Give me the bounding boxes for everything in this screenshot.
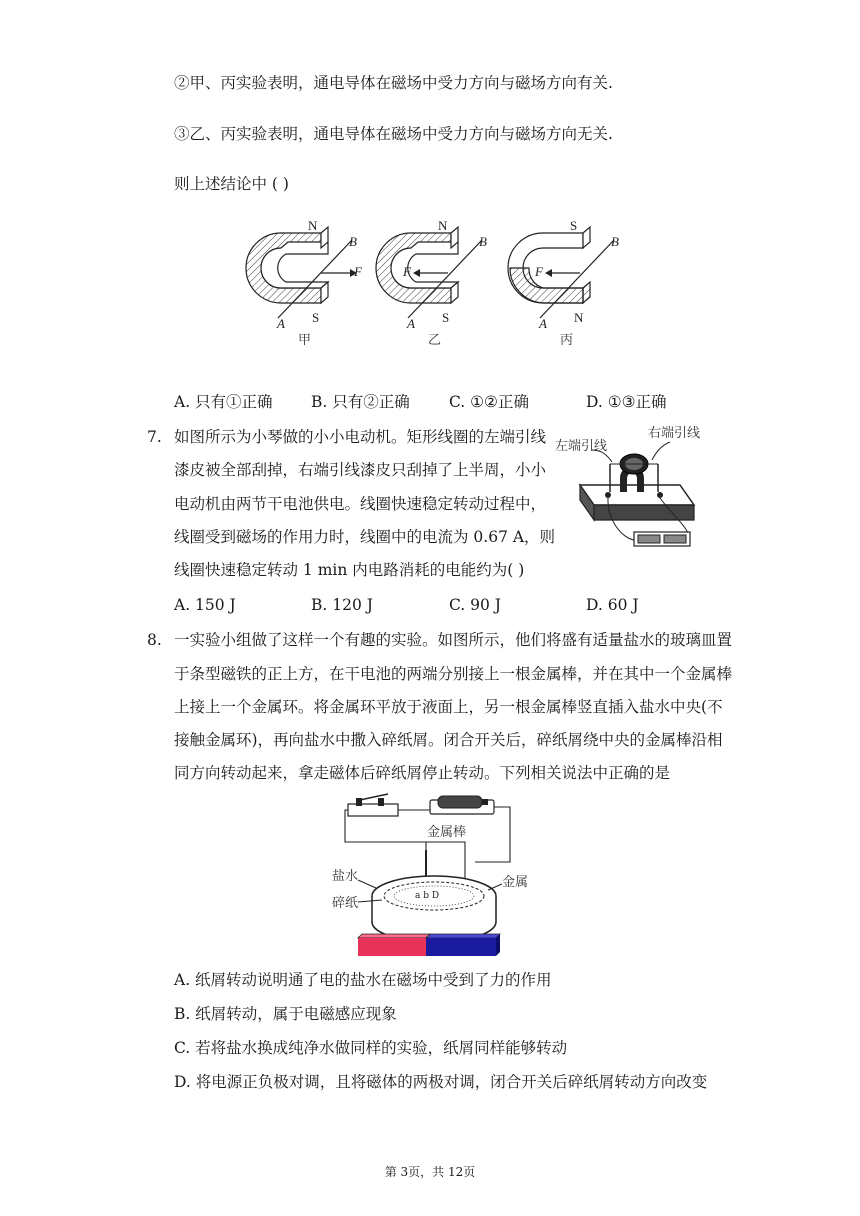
q7-right-lead-label: 右端引线 bbox=[648, 426, 701, 441]
magnet-panel-bing bbox=[508, 218, 619, 348]
q8-option-d[interactable]: D. 将电源正负极对调，且将磁体的两极对调，闭合开关后碎纸屑转动方向改变 bbox=[174, 1073, 708, 1091]
jia-bottom-pole: S bbox=[312, 310, 320, 325]
q7-line-5: 线圈快速稳定转动 1 min 内电路消耗的电能约为( ) bbox=[174, 561, 525, 579]
q8-rod-label: 金属棒 bbox=[427, 825, 467, 840]
q7-option-a[interactable]: A. 150 J bbox=[174, 596, 236, 614]
jia-top-pole: N bbox=[308, 218, 318, 233]
magnet-blue-half bbox=[426, 938, 496, 956]
yi-caption: 乙 bbox=[428, 333, 442, 348]
q7-line-2: 漆皮被全部刮掉，右端引线漆皮只刮掉了上半周，小小 bbox=[174, 461, 547, 479]
q8-line-3: 上接上一个金属环。将金属环平放于液面上，另一根金属棒竖直插入盐水中央(不 bbox=[174, 698, 723, 716]
yi-force: F bbox=[403, 264, 411, 279]
q8-option-c[interactable]: C. 若将盐水换成纯净水做同样的实验，纸屑同样能够转动 bbox=[174, 1039, 568, 1057]
q8-option-b[interactable]: B. 纸屑转动，属于电磁感应现象 bbox=[174, 1005, 397, 1023]
bing-top-pole: S bbox=[570, 218, 578, 233]
q6-statement-2: ②甲、丙实验表明，通电导体在磁场中受力方向与磁场方向有关. bbox=[174, 74, 613, 92]
q8-number: 8. bbox=[147, 631, 162, 649]
q7-option-d[interactable]: D. 60 J bbox=[586, 596, 639, 614]
bing-force: F bbox=[535, 264, 543, 279]
yi-bottom-pole: S bbox=[442, 310, 450, 325]
page-footer: 第 3页，共 12页 bbox=[384, 1165, 476, 1179]
q6-question: 则上述结论中 ( ) bbox=[174, 175, 289, 193]
q8-option-a[interactable]: A. 纸屑转动说明通了电的盐水在磁场中受到了力的作用 bbox=[174, 971, 552, 989]
yi-wire-b: B bbox=[479, 234, 487, 249]
battery bbox=[430, 796, 494, 814]
yi-wire-a: A bbox=[407, 316, 415, 331]
yi-top-pole: N bbox=[438, 218, 448, 233]
q8-water-label: 盐水 bbox=[332, 869, 359, 884]
magnet-panel-jia bbox=[246, 218, 363, 348]
q8-line-1: 一实验小组做了这样一个有趣的实验。如图所示，他们将盛有适量盐水的玻璃皿置 bbox=[174, 631, 733, 649]
q6-magnets-figure bbox=[236, 218, 636, 353]
q8-ring-label: 金属 bbox=[502, 875, 529, 890]
switch bbox=[348, 794, 398, 816]
bing-caption: 丙 bbox=[560, 333, 574, 348]
jia-force: F bbox=[354, 264, 362, 279]
q6-option-d[interactable]: D. ①③正确 bbox=[586, 393, 667, 411]
q8-line-4: 接触金属环)，再向盐水中撒入碎纸屑。闭合开关后，碎纸屑绕中央的金属棒沿相 bbox=[174, 731, 723, 749]
q7-line-4: 线圈受到磁场的作用力时，线圈中的电流为 0.67 A，则 bbox=[174, 528, 556, 546]
svg-text:a b D: a b D bbox=[415, 891, 440, 901]
q7-option-b[interactable]: B. 120 J bbox=[311, 596, 373, 614]
magnet-red-half bbox=[358, 938, 426, 956]
q8-paper-label: 碎纸 bbox=[332, 896, 359, 911]
bing-wire-b: B bbox=[611, 234, 619, 249]
q7-option-c[interactable]: C. 90 J bbox=[449, 596, 502, 614]
q8-saltwater-figure bbox=[330, 792, 540, 962]
jia-wire-b: B bbox=[349, 234, 357, 249]
q6-statement-3: ③乙、丙实验表明，通电导体在磁场中受力方向与磁场方向无关. bbox=[174, 125, 613, 143]
q8-line-5: 同方向转动起来，拿走磁体后碎纸屑停止转动。下列相关说法中正确的是 bbox=[174, 764, 671, 782]
q8-line-2: 于条型磁铁的正上方，在干电池的两端分别接上一根金属棒，并在其中一个金属棒 bbox=[174, 665, 733, 683]
jia-wire-a: A bbox=[277, 316, 285, 331]
q7-left-lead-label: 左端引线 bbox=[555, 439, 608, 454]
q7-motor-figure bbox=[552, 420, 702, 550]
q7-line-1: 如图所示为小琴做的小小电动机。矩形线圈的左端引线 bbox=[174, 428, 547, 446]
bing-wire-a: A bbox=[539, 316, 547, 331]
q6-option-a[interactable]: A. 只有①正确 bbox=[174, 393, 273, 411]
bing-bottom-pole: N bbox=[574, 310, 584, 325]
jia-caption: 甲 bbox=[298, 333, 312, 348]
q6-option-b[interactable]: B. 只有②正确 bbox=[311, 393, 410, 411]
magnet-panel-yi bbox=[376, 218, 487, 348]
q7-line-3: 电动机由两节干电池供电。线圈快速稳定转动过程中， bbox=[174, 495, 547, 513]
q6-option-c[interactable]: C. ①②正确 bbox=[449, 393, 529, 411]
q7-number: 7. bbox=[147, 428, 162, 446]
